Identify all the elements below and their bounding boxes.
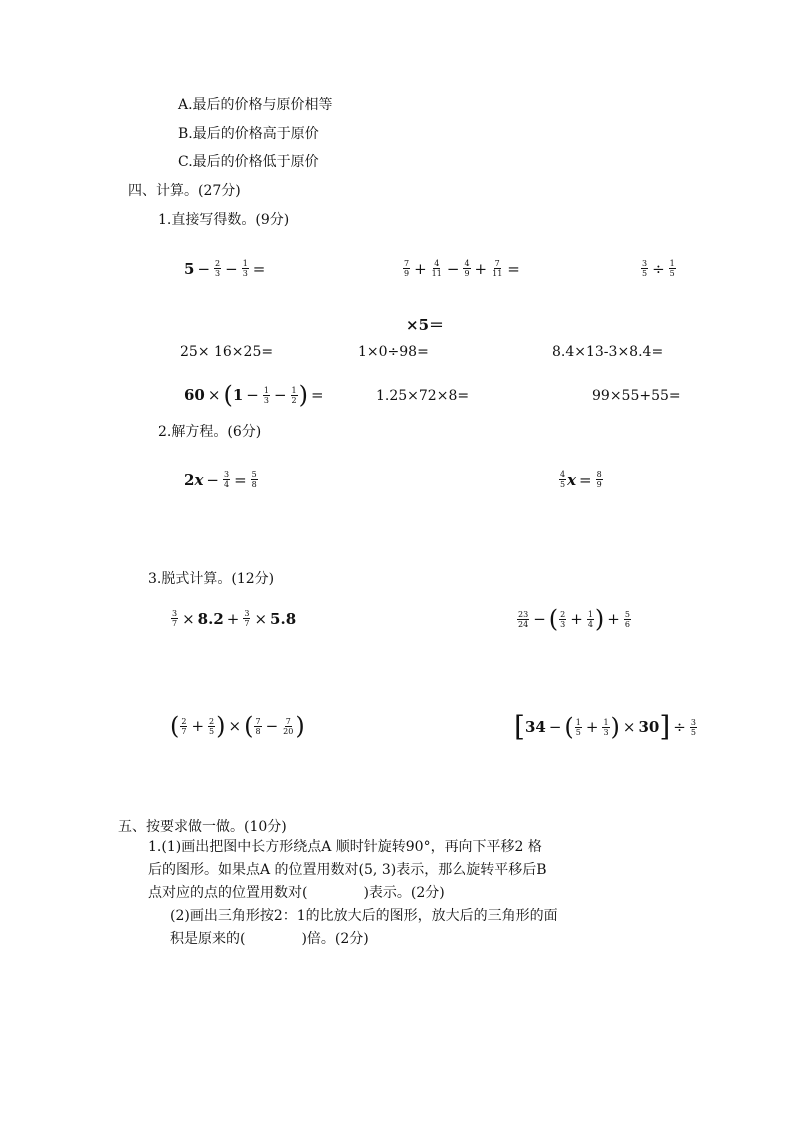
step-expr-1: $\frac{3}{7}$ × 8.2 + $\frac{3}{7}$ × 5.8 [172, 609, 297, 628]
q2-title: 2.解方程。(6分) [158, 424, 262, 440]
step-expr-4: [ 34 − ( $\frac{1}{5}$ + $\frac{1}{3}$ ) × 30 ] ÷ $\frac{3}{5}$ [514, 710, 696, 743]
option-c: C.最后的价格低于原价 [178, 154, 319, 170]
expr-2: $\frac{7}{9}$ + $\frac{4}{11}$ − $\frac{4}{9}$ + $\frac{7}{11}$ = [404, 259, 520, 278]
equation-2: $\frac{4}{5}$ x = $\frac{8}{9}$ [560, 470, 602, 489]
task-1-line-1: 1.(1)画出把图中长方形绕点A 顺时针旋转90°，再向下平移2 格 [148, 839, 542, 855]
expr-3: $\frac{3}{5}$ ÷ $\frac{1}{5}$ [642, 259, 675, 278]
task-1-line-3: 点对应的点的位置用数对( )表示。(2分) [148, 885, 445, 901]
expr-4: 25× 16×25= [180, 344, 274, 360]
expr-1: 5 − $\frac{2}{3}$ − $\frac{1}{3}$ = [184, 259, 266, 278]
expr-6: 8.4×13-3×8.4= [552, 344, 664, 360]
section-5-title: 五、按要求做一做。(10分) [118, 819, 287, 835]
option-a: A.最后的价格与原价相等 [178, 97, 333, 113]
section-4-title: 四、计算。(27分) [128, 183, 241, 199]
expr-3-continued: ×5＝ [406, 316, 445, 334]
step-expr-3: ( $\frac{2}{7}$ + $\frac{2}{5}$ ) × ( $\frac{7}{8}$ − $\frac{7}{20}$ ) [170, 712, 305, 740]
option-b: B.最后的价格高于原价 [178, 126, 319, 142]
task-1-line-2: 后的图形。如果点A 的位置用数对(5, 3)表示，那么旋转平移后B [148, 862, 547, 878]
task-2-line-2: 积是原来的( )倍。(2分) [170, 931, 369, 947]
q3-title: 3.脱式计算。(12分) [148, 571, 275, 587]
task-2-line-1: (2)画出三角形按2：1的比放大后的图形，放大后的三角形的面 [170, 908, 558, 924]
expr-5: 1×0÷98= [358, 344, 429, 360]
expr-9: 99×55+55= [592, 388, 681, 404]
q1-title: 1.直接写得数。(9分) [158, 212, 290, 228]
step-expr-2: $\frac{23}{24}$ − ( $\frac{2}{3}$ + $\frac{1}{4}$ ) + $\frac{5}{6}$ [518, 605, 630, 633]
expr-7: 60 × ( 1 − $\frac{1}{3}$ − $\frac{1}{2}$ ) = [184, 381, 324, 409]
equation-1: 2 x − $\frac{3}{4}$ = $\frac{5}{8}$ [184, 470, 257, 489]
expr-8: 1.25×72×8= [376, 388, 470, 404]
